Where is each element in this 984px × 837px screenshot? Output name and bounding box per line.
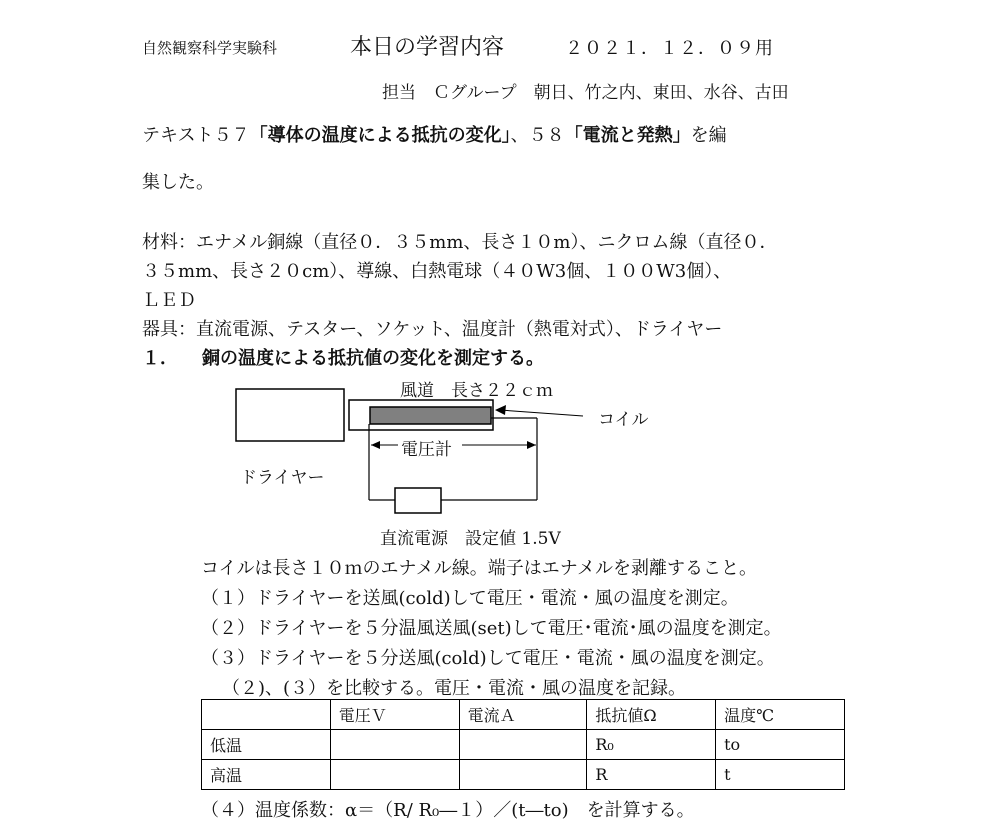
intro-post: を編 [690, 125, 727, 146]
table-cell: 低温 [202, 730, 331, 760]
table-row [202, 760, 845, 790]
table-cell: 高温 [202, 760, 331, 790]
table-cell [330, 730, 459, 760]
section-1-title: 銅の温度による抵抗値の変化を測定する。 [202, 348, 544, 369]
department-label: 自然観察科学実験科 [142, 39, 278, 57]
table-header-row [202, 700, 845, 730]
table-header-cell: 抵抗値Ω [587, 700, 716, 730]
equipment-line: 器具：直流電源、テスター、ソケット、温度計（熱電対式）、ドライヤー [142, 319, 723, 340]
step-4: （４）温度係数：α＝（R/ R₀―１）／(t―to) を計算する。 [201, 800, 695, 821]
materials-line-2: ３５mm、長さ２０cm）、導線、白熱電球（４０W3個、１００W3個）、 [142, 261, 732, 282]
section-1-number: １． [142, 348, 178, 369]
step-1: （１）ドライヤーを送風(cold)して電圧・電流・風の温度を測定。 [201, 588, 739, 609]
intro-pre: テキスト５７ [142, 125, 250, 146]
table-cell [330, 760, 459, 790]
intro-topic-2: 「電流と発熱」 [564, 125, 691, 146]
measurement-table [201, 699, 845, 790]
table-header-cell: 電流Ａ [459, 700, 587, 730]
date-label: ２０２１．１２．０９用 [565, 38, 774, 59]
dryer-label: ドライヤー [240, 468, 325, 488]
table-row [202, 730, 845, 760]
voltmeter-arrow-left [371, 441, 380, 449]
step-2: （２）ドライヤーを５分温風送風(set)して電圧･電流･風の温度を測定。 [201, 618, 782, 639]
voltmeter-label: 電圧計 [401, 440, 452, 460]
compare-note: （２)、(３）を比較する。電圧・電流・風の温度を記録。 [222, 678, 687, 699]
dryer-box [236, 389, 344, 441]
coil-label: コイル [598, 410, 649, 430]
coil-pointer-arrow [495, 405, 506, 415]
table-cell: to [716, 730, 845, 760]
voltmeter-arrow-right [527, 441, 536, 449]
step-3: （３）ドライヤーを５分送風(cold)して電圧・電流・風の温度を測定。 [201, 648, 775, 669]
team-label: 担当 Ｃグループ 朝日、竹之内、東田、水谷、古田 [382, 83, 789, 103]
table-cell [459, 760, 587, 790]
page-title: 本日の学習内容 [350, 35, 505, 60]
table-cell: t [716, 760, 845, 790]
table-cell: R₀ [587, 730, 716, 760]
table-header-cell [202, 700, 331, 730]
coil-pointer-line [500, 410, 583, 416]
coil-element [370, 407, 491, 424]
table-cell [459, 730, 587, 760]
coil-note: コイルは長さ１０ｍのエナメル線。端子はエナメルを剥離すること。 [201, 558, 758, 579]
power-supply-box [395, 488, 441, 513]
duct-label: 風道 長さ２２ｃｍ [400, 381, 553, 401]
power-supply-label: 直流電源 設定値 1.5V [380, 529, 561, 549]
table-header-cell: 電圧Ｖ [330, 700, 459, 730]
materials-line-1: 材料：エナメル銅線（直径０．３５mm、長さ１０m）、ニクロム線（直径０． [142, 232, 778, 253]
table-header-cell: 温度℃ [716, 700, 845, 730]
intro-topic-1: 「導体の温度による抵抗の変化」 [249, 125, 511, 146]
intro-mid: 、５８ [510, 125, 565, 146]
materials-line-3: ＬＥＤ [142, 290, 196, 311]
table-cell: R [587, 760, 716, 790]
intro-line-2: 集した。 [142, 172, 214, 193]
